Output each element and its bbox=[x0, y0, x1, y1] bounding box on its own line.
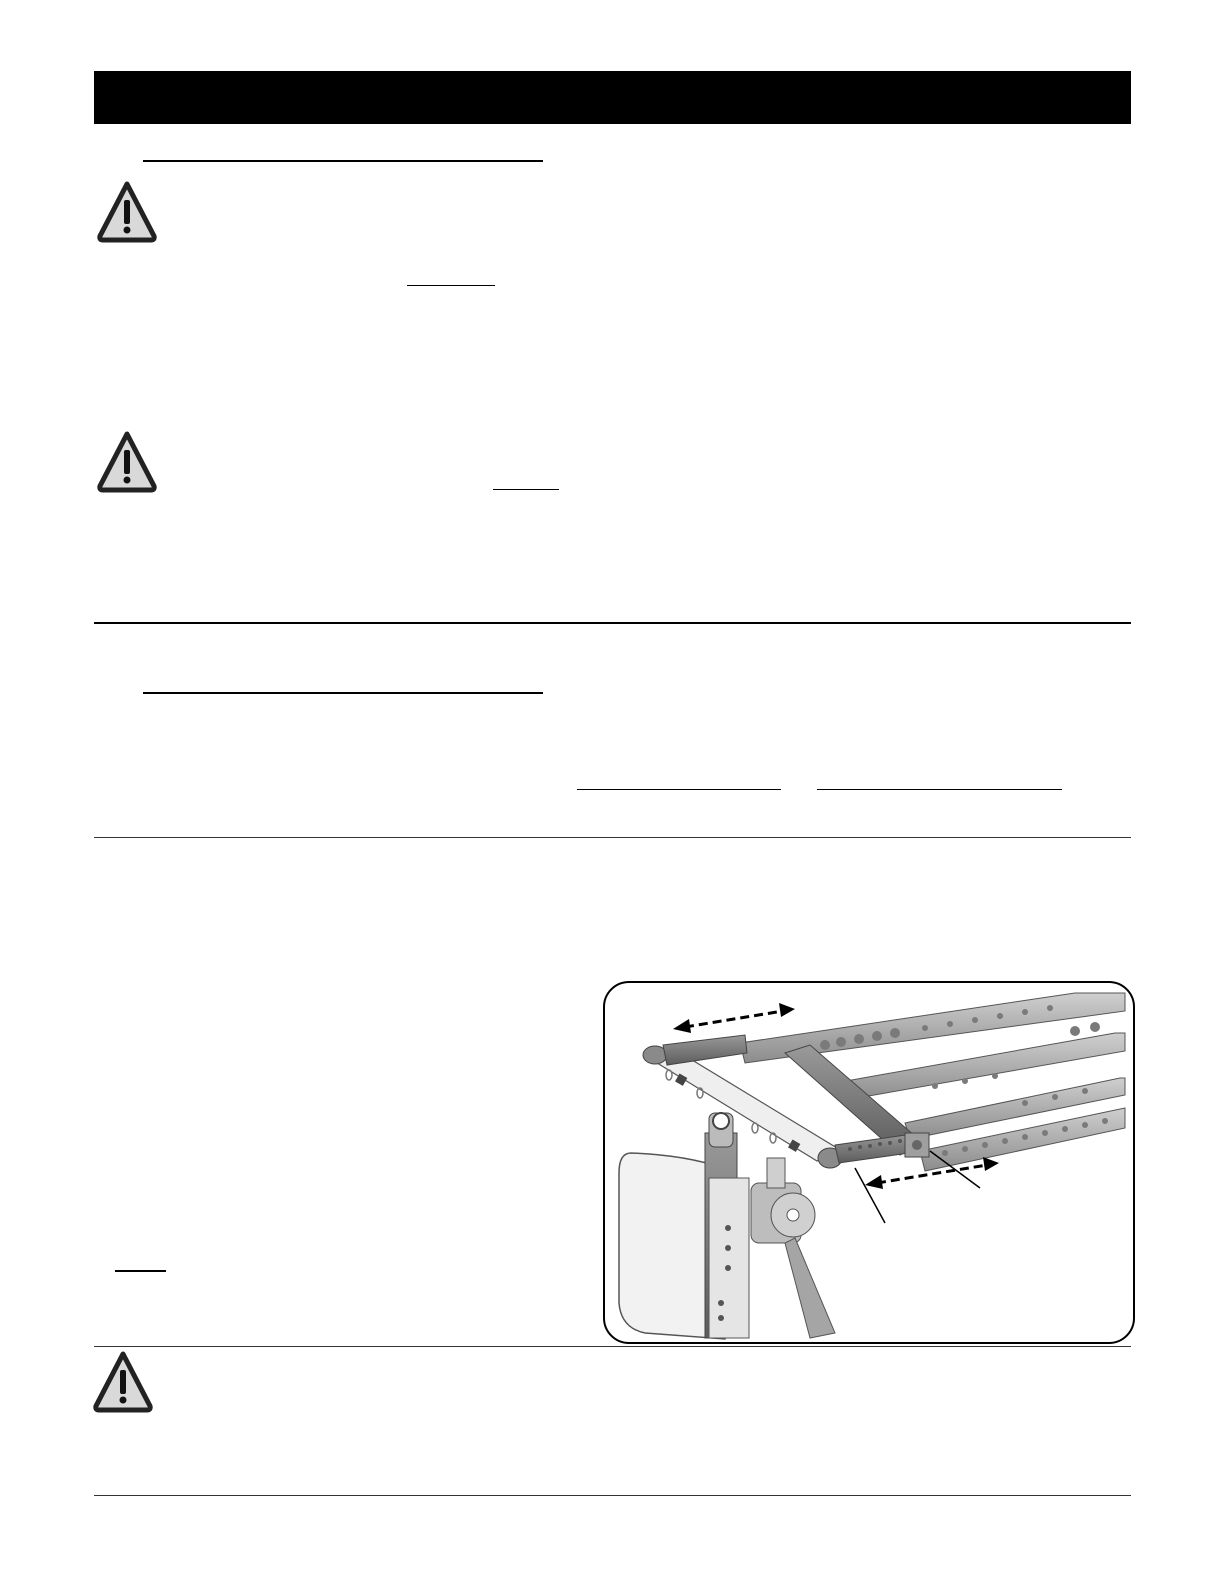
cross-reference-underline-2 bbox=[817, 789, 1062, 790]
warning-triangle-icon bbox=[92, 1350, 154, 1414]
seat-frame-illustration bbox=[605, 983, 1133, 1342]
section-heading-underline-1 bbox=[143, 160, 543, 162]
section-divider-3 bbox=[94, 1346, 1131, 1347]
warning-triangle-icon bbox=[96, 430, 158, 494]
section-divider-1 bbox=[94, 622, 1131, 624]
section-heading-underline-2 bbox=[143, 692, 543, 694]
figure-panel bbox=[603, 981, 1135, 1344]
inline-underline-2 bbox=[493, 489, 559, 490]
cross-reference-underline-1 bbox=[577, 789, 781, 790]
warning-triangle-icon bbox=[96, 180, 158, 244]
inline-underline-1 bbox=[407, 285, 495, 286]
footer-divider bbox=[94, 1495, 1131, 1496]
section-header-bar bbox=[94, 71, 1131, 124]
section-divider-2 bbox=[94, 837, 1131, 838]
note-underline bbox=[115, 1270, 166, 1272]
